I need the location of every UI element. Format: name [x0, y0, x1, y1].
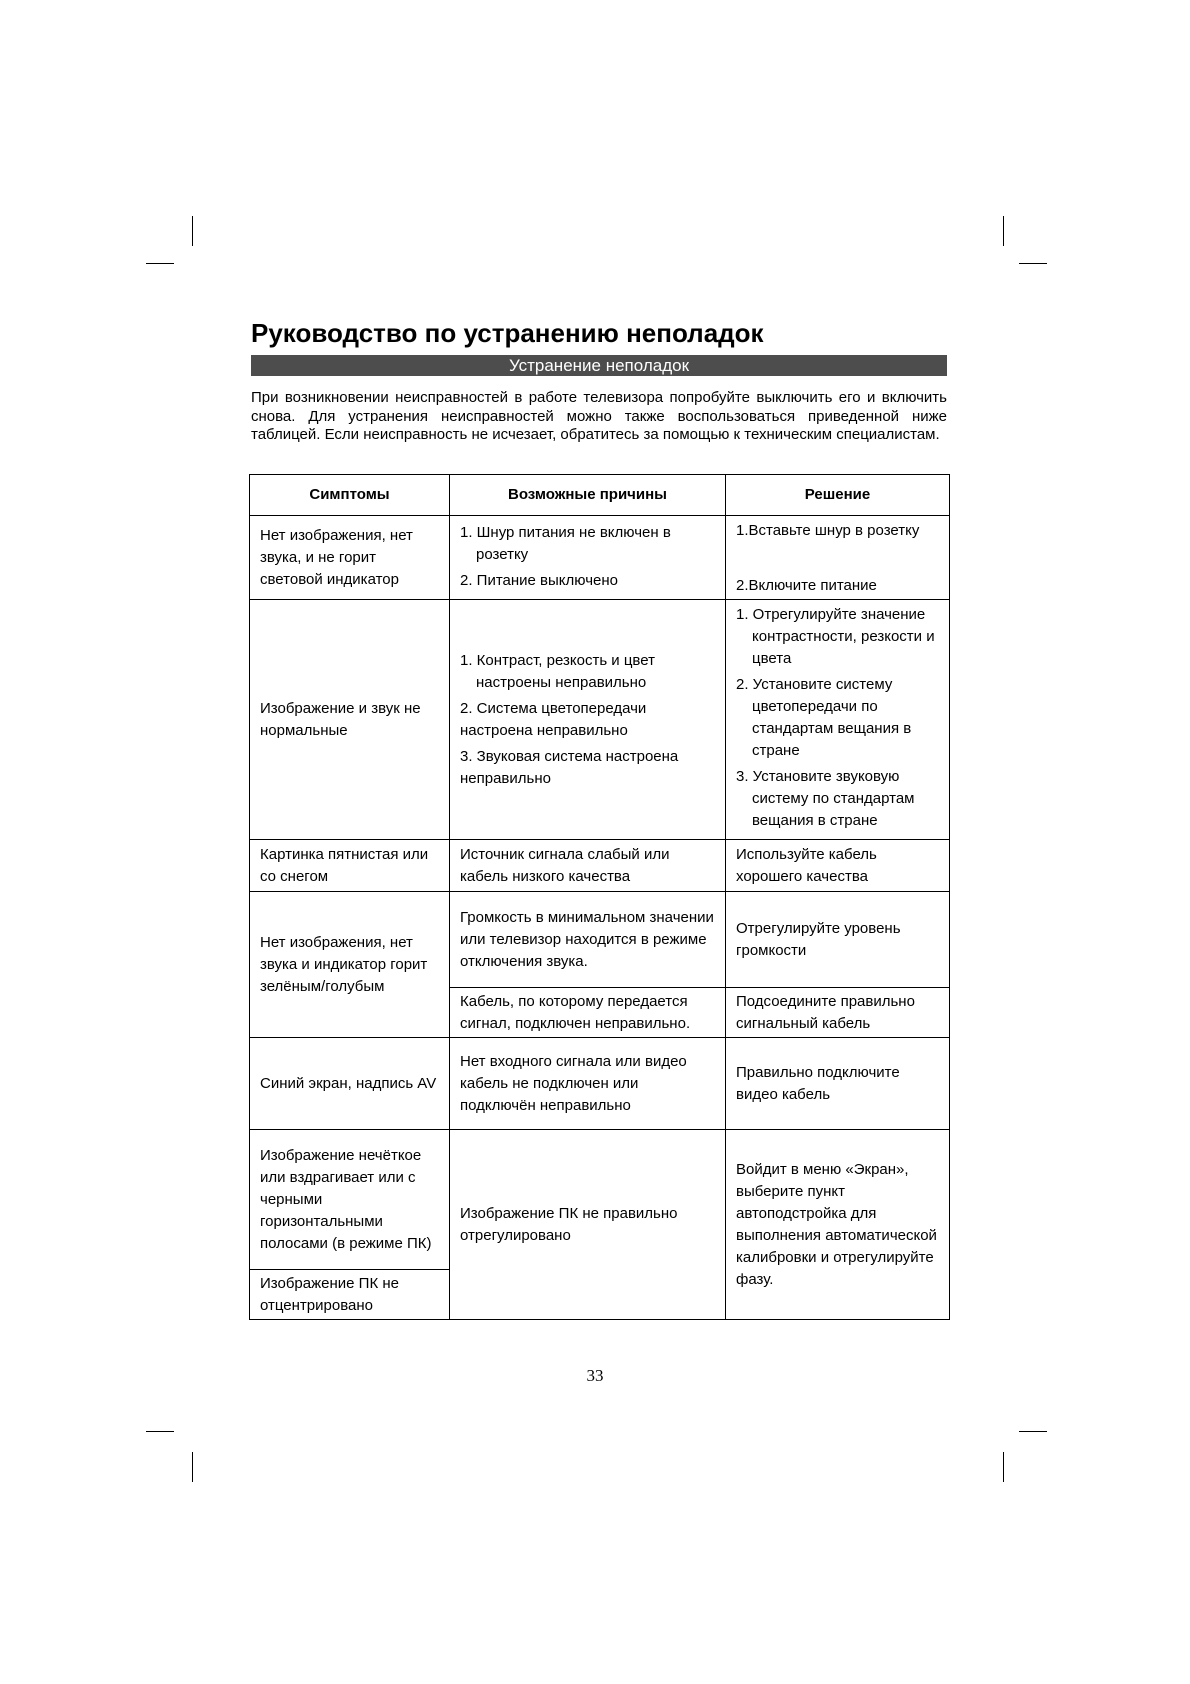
header-causes: Возможные причины [450, 475, 726, 516]
section-banner: Устранение неполадок [251, 355, 947, 376]
solution-item: 2. Установите систему цветопередачи по стандартам вещания в стране [736, 676, 912, 759]
solution-cell [726, 516, 950, 600]
crop-mark [1019, 1431, 1047, 1432]
crop-mark [1019, 263, 1047, 264]
solution-cell: Подсоедините правильно сигнальный кабель [726, 988, 950, 1038]
cause-cell [450, 600, 726, 840]
cause-cell [450, 516, 726, 600]
symptom-cell: Синий экран, надпись AV [250, 1038, 450, 1130]
crop-mark [192, 1452, 193, 1482]
solution-item: 1.Вставьте шнур в розетку [736, 522, 920, 539]
solution-item: 3. Установите звуковую систему по стандартам вещания в стране [736, 768, 915, 829]
solution-cell: Отрегулируйте уровень громкости [726, 892, 950, 988]
crop-mark [146, 1431, 174, 1432]
troubleshooting-table [249, 474, 950, 1320]
symptom-cell: Нет изображения, нет звука, и не горит световой индикатор [250, 516, 450, 600]
crop-mark [1003, 216, 1004, 246]
symptom-cell: Картинка пятнистая или со снегом [250, 840, 450, 892]
cause-item: 2. Система цветопередачи настроена неправильно [460, 699, 647, 739]
table-header-row [250, 475, 950, 516]
solution-cell: Правильно подключите видео кабель [726, 1038, 950, 1130]
table-row [250, 840, 950, 892]
cause-cell: Изображение ПК не правильно отрегулировано [450, 1130, 726, 1320]
solution-item: 1. Отрегулируйте значение контрастности, резкости и цвета [736, 606, 935, 667]
cause-cell: Нет входного сигнала или видео кабель не подключен или подключён неправильно [450, 1038, 726, 1130]
cause-cell: Кабель, по которому передается сигнал, подключен неправильно. [450, 988, 726, 1038]
table-row [250, 1130, 950, 1270]
cause-item: 2. Питание выключено [460, 572, 618, 589]
crop-mark [1003, 1452, 1004, 1482]
crop-mark [146, 263, 174, 264]
cause-item: 1. Контраст, резкость и цвет настроены неправильно [460, 651, 655, 691]
table-row [250, 1038, 950, 1130]
page-number: 33 [586, 1366, 604, 1385]
symptom-cell: Изображение и звук не нормальные [250, 600, 450, 840]
solution-cell [726, 600, 950, 840]
symptom-cell: Нет изображения, нет звука и индикатор горит зелёным/голубым [250, 892, 450, 1038]
cause-item: 3. Звуковая система настроена неправильно [460, 747, 679, 787]
crop-mark [192, 216, 193, 246]
page-title: Руководство по устранению неполадок [251, 318, 764, 348]
header-solution: Решение [726, 475, 950, 516]
cause-item: 1. Шнур питания не включен в розетку [460, 524, 671, 563]
table-row [250, 892, 950, 988]
intro-paragraph: При возникновении неисправностей в работе телевизора попробуйте выключить его и включить снова. Для устранения неисправностей можно также воспользоваться приведенной ниже таблицей. Если неисправность не исчезает, обратитесь за помощью к техническим специалистам. [251, 389, 947, 444]
symptom-cell: Изображение нечёткое или вздрагивает или с черными горизонтальными полосами (в режиме ПК) [250, 1130, 450, 1270]
solution-cell: Войдит в меню «Экран», выберите пункт автоподстройка для выполнения автоматической калибровки и отрегулируйте фазу. [726, 1130, 950, 1320]
cause-cell: Громкость в минимальном значении или телевизор находится в режиме отключения звука. [450, 892, 726, 988]
table-row [250, 600, 950, 840]
solution-item: 2.Включите питание [736, 577, 877, 594]
cause-cell: Источник сигнала слабый или кабель низкого качества [450, 840, 726, 892]
header-symptoms: Симптомы [250, 475, 450, 516]
symptom-cell: Изображение ПК не отцентрировано [250, 1270, 450, 1320]
table-row [250, 516, 950, 600]
solution-cell: Используйте кабель хорошего качества [726, 840, 950, 892]
